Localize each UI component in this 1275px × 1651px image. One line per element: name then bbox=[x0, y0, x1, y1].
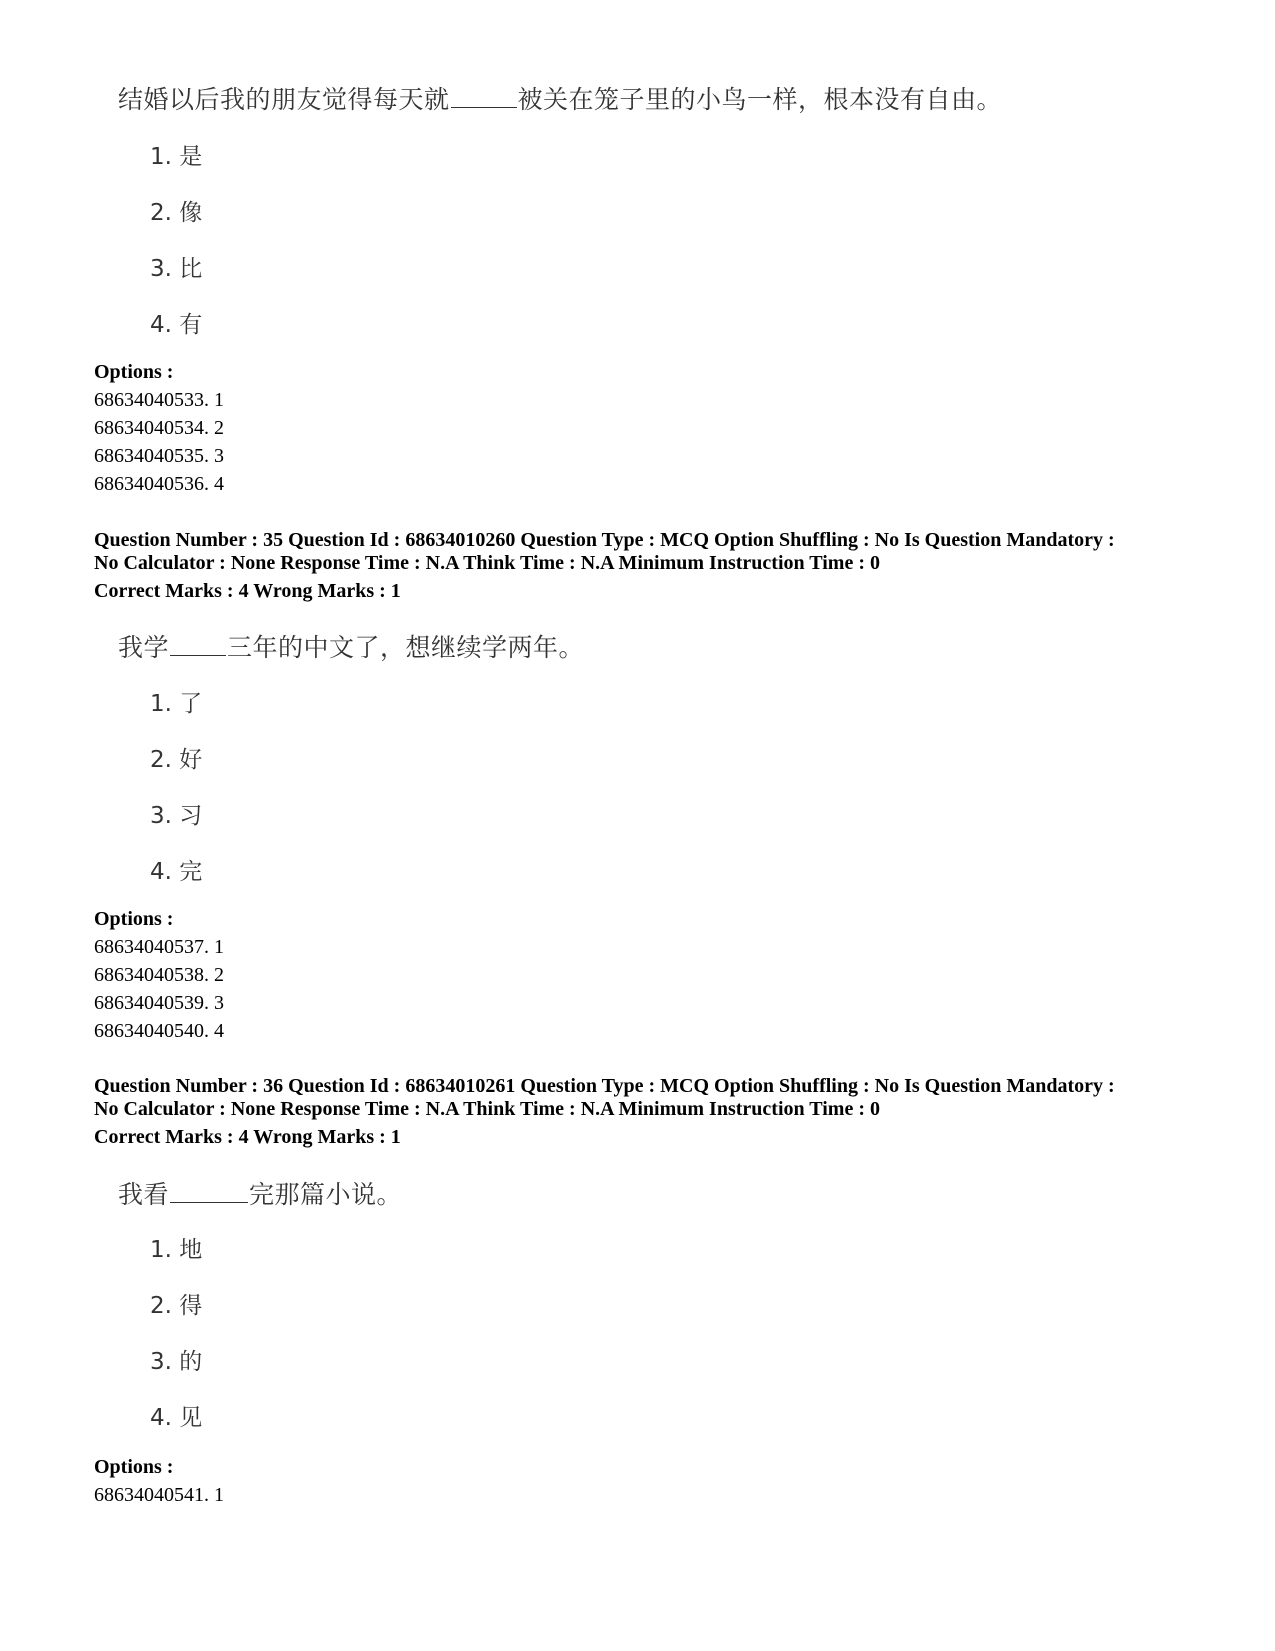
option-id-line: 68634040540. 4 bbox=[94, 1020, 224, 1042]
answer-blank bbox=[451, 85, 517, 108]
question-meta-line: No Calculator : None Response Time : N.A Think Time : N.A Minimum Instruction Time : 0 bbox=[94, 552, 880, 574]
answer-blank bbox=[170, 633, 226, 656]
question-meta-line: Question Number : 35 Question Id : 68634010260 Question Type : MCQ Option Shuffling : No Is Question Mandatory : bbox=[94, 529, 1115, 551]
option-id-line: 68634040533. 1 bbox=[94, 389, 224, 411]
answer-blank bbox=[170, 1180, 248, 1203]
choice-item: 2. 好 bbox=[150, 747, 203, 773]
stem-text-before: 结婚以后我的朋友觉得每天就 bbox=[118, 85, 450, 114]
choice-item: 2. 得 bbox=[150, 1293, 203, 1319]
choice-item: 3. 的 bbox=[150, 1349, 203, 1375]
option-id-line: 68634040535. 3 bbox=[94, 445, 224, 467]
choice-item: 1. 是 bbox=[150, 144, 203, 170]
question-stem bbox=[118, 628, 584, 664]
options-heading: Options : bbox=[94, 361, 174, 383]
choice-item: 4. 有 bbox=[150, 312, 203, 338]
question-meta-line: Question Number : 36 Question Id : 68634010261 Question Type : MCQ Option Shuffling : No Is Question Mandatory : bbox=[94, 1075, 1115, 1097]
option-id-line: 68634040534. 2 bbox=[94, 417, 224, 439]
stem-text-after: 三年的中文了，想继续学两年。 bbox=[227, 633, 585, 662]
marks-line: Correct Marks : 4 Wrong Marks : 1 bbox=[94, 1126, 401, 1148]
options-heading: Options : bbox=[94, 908, 174, 930]
stem-text-after: 完那篇小说。 bbox=[249, 1180, 403, 1209]
choice-item: 3. 比 bbox=[150, 256, 203, 282]
choice-item: 4. 见 bbox=[150, 1405, 203, 1431]
choice-item: 1. 了 bbox=[150, 691, 203, 717]
question-stem bbox=[118, 1175, 402, 1211]
choice-item: 2. 像 bbox=[150, 200, 203, 226]
option-id-line: 68634040537. 1 bbox=[94, 936, 224, 958]
option-id-line: 68634040541. 1 bbox=[94, 1484, 224, 1506]
choice-item: 4. 完 bbox=[150, 859, 203, 885]
stem-text-before: 我看 bbox=[118, 1180, 170, 1209]
option-id-line: 68634040536. 4 bbox=[94, 473, 224, 495]
stem-text-after: 被关在笼子里的小鸟一样，根本没有自由。 bbox=[517, 85, 1003, 114]
question-meta bbox=[94, 529, 1115, 575]
question-meta-line: No Calculator : None Response Time : N.A Think Time : N.A Minimum Instruction Time : 0 bbox=[94, 1098, 880, 1120]
option-id-line: 68634040539. 3 bbox=[94, 992, 224, 1014]
options-heading: Options : bbox=[94, 1456, 174, 1478]
option-id-line: 68634040538. 2 bbox=[94, 964, 224, 986]
question-meta bbox=[94, 1075, 1115, 1121]
choice-item: 3. 习 bbox=[150, 803, 203, 829]
choice-item: 1. 地 bbox=[150, 1237, 203, 1263]
stem-text-before: 我学 bbox=[118, 633, 170, 662]
question-stem bbox=[118, 80, 1002, 116]
marks-line: Correct Marks : 4 Wrong Marks : 1 bbox=[94, 580, 401, 602]
